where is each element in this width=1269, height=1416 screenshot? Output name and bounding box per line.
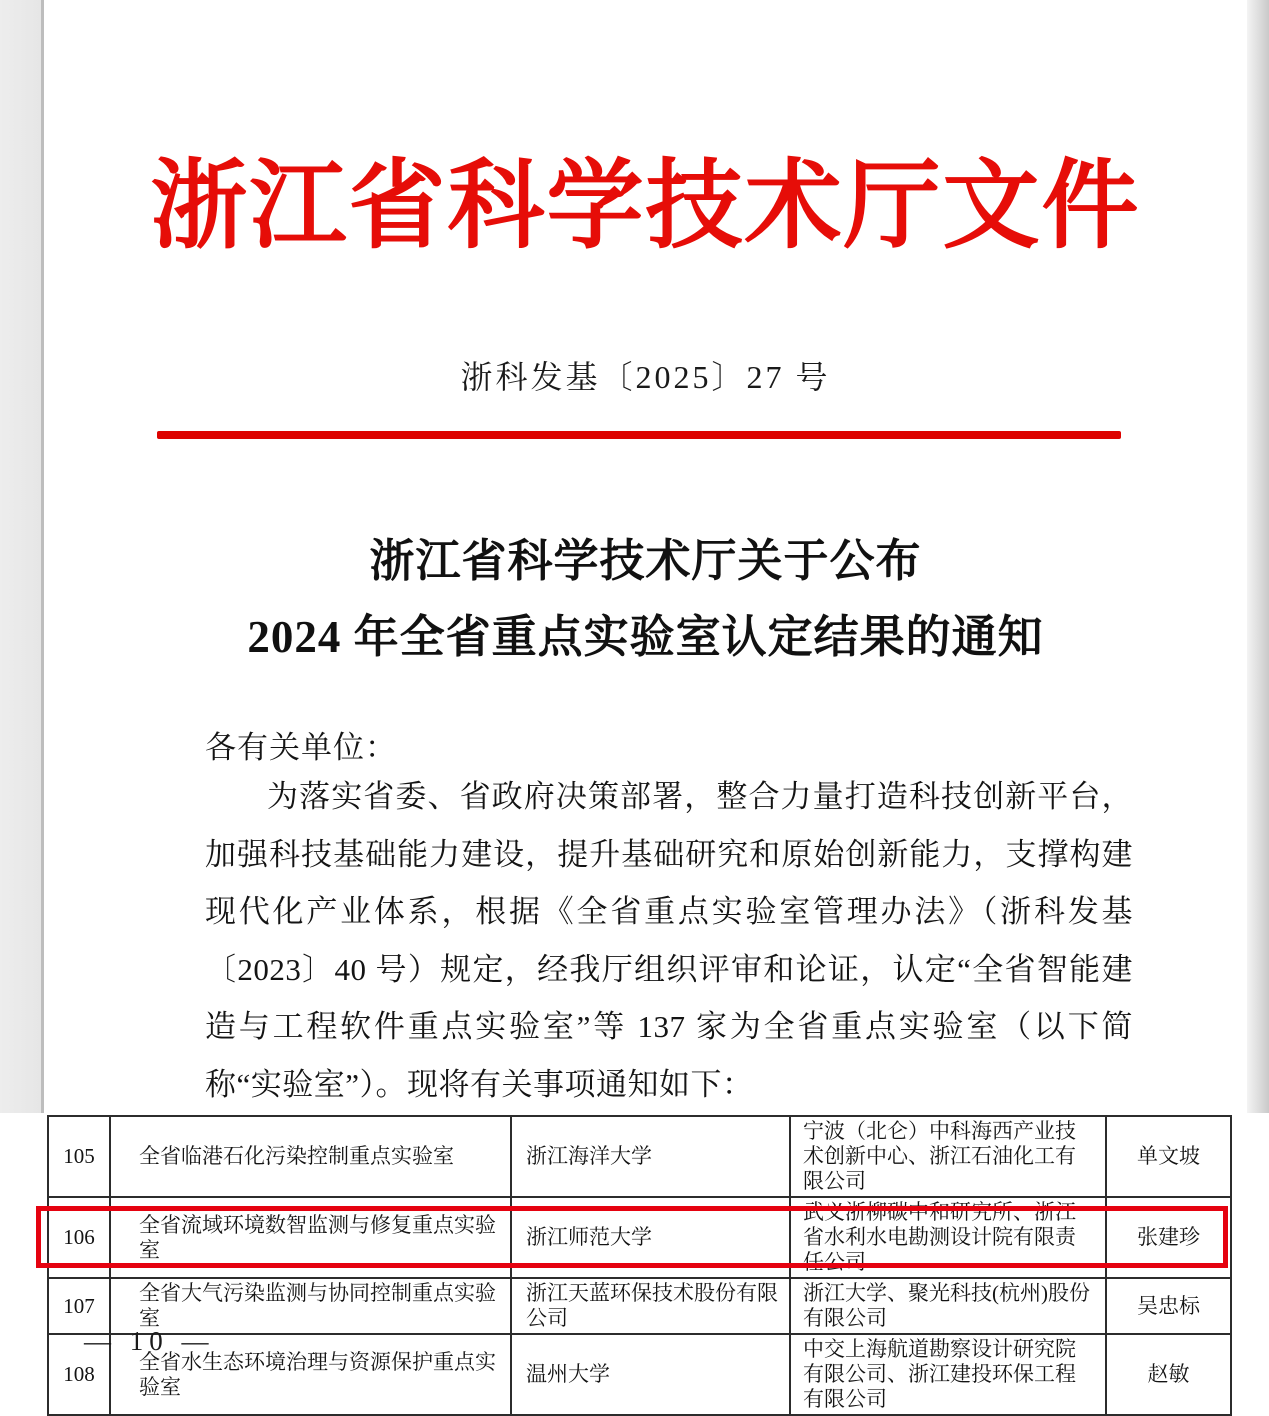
cell-row-number: 105	[48, 1116, 110, 1197]
table-row-105	[48, 1116, 1231, 1197]
notice-title	[44, 523, 1247, 675]
lab-results-table	[47, 1115, 1232, 1416]
cell-institution: 浙江海洋大学	[511, 1116, 790, 1197]
cell-partners: 武义浙柳碳中和研究所、浙江省水利水电勘测设计院有限责任公司	[790, 1197, 1106, 1278]
cell-lab-name: 全省大气污染监测与协同控制重点实验室	[110, 1278, 511, 1334]
cell-partners: 中交上海航道勘察设计研究院有限公司、浙江建投环保工程有限公司	[790, 1334, 1106, 1415]
cell-partners: 宁波（北仑）中科海西产业技术创新中心、浙江石油化工有限公司	[790, 1116, 1106, 1197]
cell-institution: 浙江师范大学	[511, 1197, 790, 1278]
agency-letterhead-title: 浙江省科学技术厅文件	[150, 153, 1141, 260]
document-number: 浙科发基〔2025〕27 号	[460, 359, 831, 395]
cell-institution: 温州大学	[511, 1334, 790, 1415]
cell-director: 吴忠标	[1106, 1278, 1231, 1334]
cell-institution: 浙江天蓝环保技术股份有限公司	[511, 1278, 790, 1334]
cell-partners: 浙江大学、聚光科技(杭州)股份有限公司	[790, 1278, 1106, 1334]
cell-director: 赵敏	[1106, 1334, 1231, 1415]
page-gutter-right	[1247, 0, 1269, 1113]
document-page	[44, 0, 1247, 1113]
body-paragraph: 为落实省委、省政府决策部署，整合力量打造科技创新平台，加强科技基础能力建设，提升基础研究和原始创新能力，支撑构建现代化产业体系，根据《全省重点实验室管理办法》（浙科发基〔2023〕40 号）规定，经我厅组织评审和论证，认定“全省智能建造与工程软件重点实验室”等 137 家为全省重点实验室（以下简称“实验室”）。现将有关事项通知如下：	[205, 779, 1133, 1102]
notice-title-line2: 2024 年全省重点实验室认定结果的通知	[247, 612, 1044, 662]
table-row-107-highlighted	[48, 1278, 1231, 1334]
cell-row-number: 107	[48, 1278, 110, 1334]
cell-lab-name: 全省临港石化污染控制重点实验室	[110, 1116, 511, 1197]
notice-title-line1: 浙江省科学技术厅关于公布	[369, 536, 922, 586]
cell-lab-name: 全省流域环境数智监测与修复重点实验室	[110, 1197, 511, 1278]
salutation: 各有关单位：	[205, 730, 397, 765]
cell-row-number: 106	[48, 1197, 110, 1278]
cell-row-number: 108	[48, 1334, 110, 1415]
cell-lab-name: 全省水生态环境治理与资源保护重点实验室	[110, 1334, 511, 1415]
cell-director: 单文坡	[1106, 1116, 1231, 1197]
table-row-106	[48, 1197, 1231, 1278]
table-row-108	[48, 1334, 1231, 1415]
page-number: — 10 —	[84, 1326, 215, 1356]
cell-director: 张建珍	[1106, 1197, 1231, 1278]
page-gutter-left	[0, 0, 44, 1113]
letterhead-red-rule	[157, 431, 1121, 439]
